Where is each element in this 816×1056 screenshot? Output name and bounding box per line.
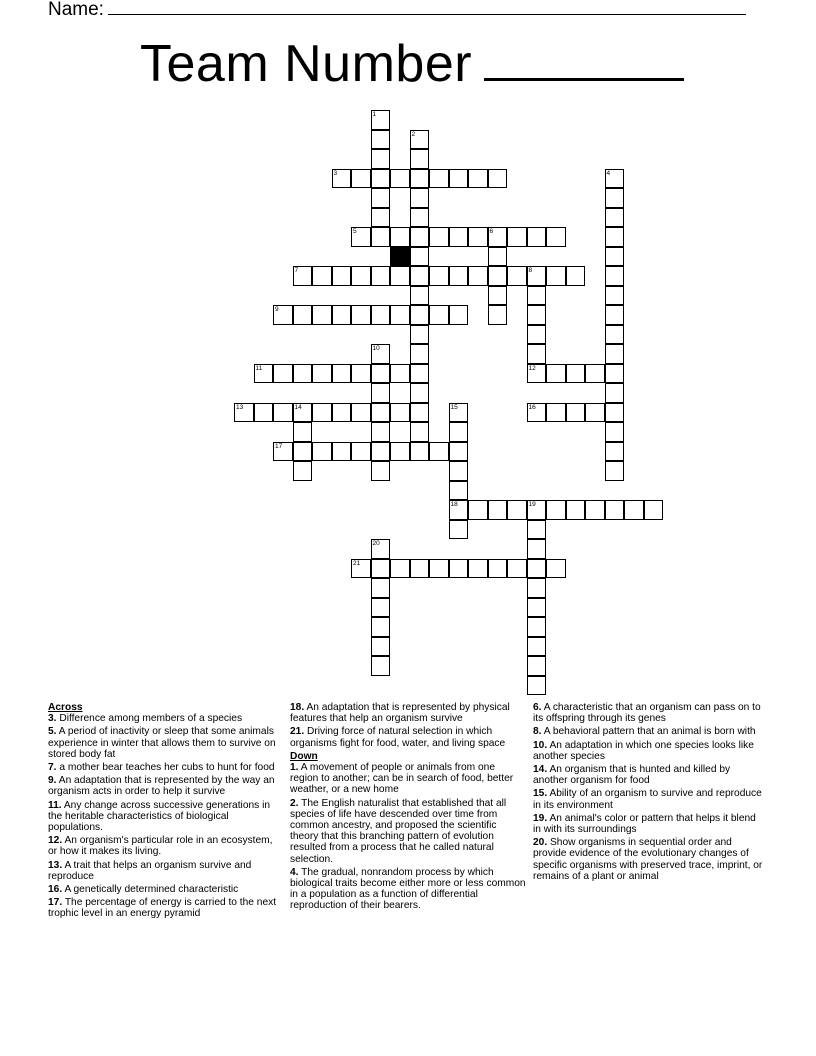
grid-cell[interactable] [527,637,547,657]
grid-cell[interactable] [410,130,430,150]
grid-cell[interactable] [410,286,430,306]
grid-cell[interactable] [351,403,371,423]
clue-number: 20 [372,540,380,547]
grid-cell[interactable] [371,208,391,228]
clue-number: 14 [294,403,302,411]
grid-cell[interactable] [605,286,625,306]
grid-cell[interactable] [371,422,391,442]
grid-cell[interactable] [527,539,547,559]
down-clue [533,726,765,737]
clue-number-label: 16. [48,884,63,896]
grid-cell[interactable] [371,188,391,208]
clue-text: The gradual, nonrandom process by which biological traits become either more or less common in a population as a function of differential reproduction of their bearers. [290,866,526,912]
across-clue [48,897,280,919]
grid-cell[interactable] [351,442,371,462]
grid-cell[interactable] [527,364,547,384]
grid-cell[interactable] [332,364,352,384]
clue-number-label: 4. [290,866,299,878]
across-clue [48,860,280,882]
clue-number: 10 [372,345,380,352]
grid-cell[interactable] [488,169,508,189]
clue-text: A movement of people or animals from one region to another; can be in search of food, better weather, or a new home [290,762,514,796]
grid-cell[interactable] [605,227,625,247]
grid-cell[interactable] [546,266,566,286]
grid-cell[interactable] [449,500,469,520]
across-clue [48,884,280,895]
grid-cell[interactable] [410,149,430,169]
grid-cell[interactable] [410,559,430,579]
clue-number-label: 17. [48,897,63,909]
grid-cell[interactable] [332,305,352,325]
across-clue [290,726,526,748]
clue-number: 12 [528,364,536,372]
grid-cell[interactable] [605,325,625,345]
down-clue [533,764,765,786]
grid-cell[interactable] [605,442,625,462]
clue-column-2 [290,702,526,914]
clue-number-label: 5. [48,726,57,738]
down-clue-list [290,762,526,912]
down-clue [533,813,765,835]
across-clue [290,702,526,724]
clue-number: 6 [489,228,494,235]
grid-cell[interactable] [527,227,547,247]
grid-cell[interactable] [605,188,625,208]
clue-number-label: 14. [533,764,548,776]
grid-cell[interactable] [371,110,391,130]
team-number-label: Team Number [140,35,473,93]
grid-cell[interactable] [371,617,391,637]
clue-text: An animal's color or pattern that helps it blend in with its surroundings [533,812,756,836]
grid-cell[interactable] [351,227,371,247]
clue-number-label: 1. [290,762,299,774]
grid-cell[interactable] [429,266,449,286]
grid-cell[interactable] [449,266,469,286]
clue-number-label: 9. [48,775,57,787]
grid-cell[interactable] [605,422,625,442]
grid-cell[interactable] [527,500,547,520]
clue-number: 16 [528,403,536,411]
clue-number-label: 7. [48,762,57,774]
grid-cell[interactable] [605,461,625,481]
grid-cell[interactable] [390,364,410,384]
grid-cell[interactable] [390,169,410,189]
grid-cell[interactable] [605,344,625,364]
grid-cell[interactable] [254,403,274,423]
clue-text: A characteristic that an organism can pass on to its offspring through its genes [533,702,761,725]
clue-text: The percentage of energy is carried to the next trophic level in an energy pyramid [48,897,277,920]
across-clue [48,800,280,834]
grid-cell[interactable] [429,442,449,462]
down-clue [533,702,765,724]
grid-cell[interactable] [585,403,605,423]
clue-number: 5 [353,228,357,235]
clue-text: An organism that is hunted and killed by another organism for food [533,764,731,787]
grid-cell[interactable] [371,403,391,423]
clue-text: An organism's particular role in an ecosystem, or how it makes its living. [48,835,273,858]
clue-column-1 [48,702,280,922]
grid-cell[interactable] [507,266,527,286]
grid-cell[interactable] [566,500,586,520]
grid-cell[interactable] [371,130,391,150]
grid-cell[interactable] [312,442,332,462]
grid-cell[interactable] [371,461,391,481]
grid-cell[interactable] [371,383,391,403]
grid-cell[interactable] [332,403,352,423]
clue-text: Driving force of natural selection in which organisms fight for food, water, and living space [290,726,506,749]
clue-number: 1 [372,111,377,118]
grid-cell[interactable] [410,422,430,442]
grid-cell[interactable] [293,364,313,384]
grid-cell[interactable] [273,364,293,384]
grid-cell[interactable] [293,266,313,286]
clue-number-label: 2. [290,797,299,809]
across-clue [48,835,280,857]
grid-cell[interactable] [527,676,547,696]
grid-cell[interactable] [585,364,605,384]
clue-number: 18 [450,501,458,508]
clue-number: 21 [353,559,361,567]
grid-cell[interactable] [527,617,547,637]
grid-cell[interactable] [312,403,332,423]
across-clue [48,775,280,797]
clue-number: 9 [275,306,279,313]
grid-cell[interactable] [546,500,566,520]
grid-cell[interactable] [371,149,391,169]
grid-cell[interactable] [371,305,391,325]
grid-cell[interactable] [390,559,410,579]
grid-cell[interactable] [371,344,391,364]
clue-number: 8 [528,267,533,274]
grid-cell[interactable] [234,403,254,423]
grid-cell[interactable] [371,539,391,559]
across-clue-list-continued [290,702,526,749]
down-clue-list-continued [533,702,765,882]
clue-number-label: 15. [533,788,548,800]
grid-cell[interactable] [644,500,664,520]
grid-cell[interactable] [410,188,430,208]
grid-cell[interactable] [546,403,566,423]
grid-cell[interactable] [429,227,449,247]
grid-cell[interactable] [371,169,391,189]
clue-number-label: 8. [533,726,542,738]
grid-cell[interactable] [293,442,313,462]
grid-cell[interactable] [351,266,371,286]
grid-cell[interactable] [371,559,391,579]
grid-cell[interactable] [605,266,625,286]
grid-cell[interactable] [410,383,430,403]
grid-cell[interactable] [566,403,586,423]
grid-cell[interactable] [449,305,469,325]
across-heading: Across [48,702,83,713]
grid-cell[interactable] [410,227,430,247]
clue-text: An adaptation that is represented by physical features that help an organism survive [290,702,510,725]
grid-cell[interactable] [410,305,430,325]
grid-cell[interactable] [410,247,430,267]
grid-cell[interactable] [273,442,293,462]
grid-cell[interactable] [449,169,469,189]
clue-column-3 [533,702,765,884]
grid-cell[interactable] [273,305,293,325]
grid-cell[interactable] [390,403,410,423]
grid-cell[interactable] [605,500,625,520]
across-clue [48,713,280,724]
clue-number-label: 20. [533,837,548,849]
grid-cell[interactable] [312,364,332,384]
blocked-cell [390,247,410,267]
grid-cell[interactable] [293,422,313,442]
grid-cell[interactable] [273,403,293,423]
grid-cell[interactable] [351,305,371,325]
across-clue [48,762,280,773]
grid-cell[interactable] [410,169,430,189]
grid-cell[interactable] [527,578,547,598]
clue-text: A genetically determined characteristic [62,884,239,896]
down-clue [533,837,765,882]
grid-cell[interactable] [507,227,527,247]
grid-cell[interactable] [507,559,527,579]
grid-cell[interactable] [449,559,469,579]
grid-cell[interactable] [527,344,547,364]
grid-cell[interactable] [449,403,469,423]
grid-cell[interactable] [488,227,508,247]
clue-number: 4 [606,169,611,177]
clue-text: Show organisms in sequential order and provide evidence of the evolutionary changes of specific organisms with preserved trace, imprint, or remains of a plant or animal [533,837,763,882]
clue-number-label: 21. [290,726,305,738]
clue-number: 13 [236,403,244,411]
name-label: Name: [48,0,104,20]
clue-text: a mother bear teaches her cubs to hunt for food [56,762,275,774]
grid-cell[interactable] [527,305,547,325]
grid-cell[interactable] [527,286,547,306]
grid-cell[interactable] [527,656,547,676]
grid-cell[interactable] [410,208,430,228]
grid-cell[interactable] [429,169,449,189]
clue-text: Any change across successive generations in the heritable characteristics of biological populations. [48,799,271,834]
grid-cell[interactable] [605,364,625,384]
grid-cell[interactable] [488,247,508,267]
down-heading: Down [290,750,318,762]
grid-cell[interactable] [527,520,547,540]
grid-cell[interactable] [293,461,313,481]
down-clue [290,867,526,912]
clue-text: Difference among members of a species [56,713,243,725]
grid-cell[interactable] [624,500,644,520]
clue-number-label: 12. [48,835,63,847]
grid-cell[interactable] [410,344,430,364]
across-clue [48,726,280,760]
grid-cell[interactable] [449,422,469,442]
grid-cell[interactable] [605,247,625,267]
grid-cell[interactable] [390,266,410,286]
grid-cell[interactable] [332,266,352,286]
grid-cell[interactable] [371,637,391,657]
grid-cell[interactable] [605,169,625,189]
grid-cell[interactable] [488,559,508,579]
grid-cell[interactable] [449,442,469,462]
grid-cell[interactable] [371,442,391,462]
grid-cell[interactable] [468,169,488,189]
grid-cell[interactable] [429,559,449,579]
grid-cell[interactable] [351,559,371,579]
grid-cell[interactable] [410,325,430,345]
grid-cell[interactable] [371,266,391,286]
grid-cell[interactable] [605,208,625,228]
grid-cell[interactable] [254,364,274,384]
clue-text: A behavioral pattern that an animal is born with [541,726,756,738]
clue-number: 15 [450,403,458,411]
grid-cell[interactable] [468,500,488,520]
grid-cell[interactable] [546,364,566,384]
clue-text: The English naturalist that established that all species of life have descended over time from common ancestry, and proposed the scientific theory that this branching pattern of evolution resulted from a process that he called natural selection. [290,797,507,865]
grid-cell[interactable] [488,500,508,520]
grid-cell[interactable] [410,266,430,286]
grid-cell[interactable] [566,266,586,286]
grid-cell[interactable] [605,305,625,325]
down-clue [290,798,526,865]
down-clue [533,788,765,810]
clue-number-label: 13. [48,859,63,871]
clue-number-label: 19. [533,812,548,824]
grid-cell[interactable] [371,598,391,618]
grid-cell[interactable] [585,500,605,520]
clue-number: 2 [411,130,416,138]
grid-cell[interactable] [527,403,547,423]
clue-number-label: 18. [290,702,305,713]
grid-cell[interactable] [527,559,547,579]
grid-cell[interactable] [449,461,469,481]
grid-cell[interactable] [449,227,469,247]
grid-cell[interactable] [488,286,508,306]
grid-cell[interactable] [468,227,488,247]
clue-text: An adaptation in which one species looks like another species [533,739,754,762]
grid-cell[interactable] [527,266,547,286]
grid-cell[interactable] [332,169,352,189]
grid-cell[interactable] [390,227,410,247]
grid-cell[interactable] [293,403,313,423]
clue-number-label: 6. [533,702,542,713]
grid-cell[interactable] [546,227,566,247]
grid-cell[interactable] [468,266,488,286]
grid-cell[interactable] [390,305,410,325]
clue-number: 3 [333,169,338,177]
down-clue [290,762,526,796]
grid-cell[interactable] [488,266,508,286]
grid-cell[interactable] [527,598,547,618]
grid-cell[interactable] [351,364,371,384]
grid-cell[interactable] [449,520,469,540]
grid-cell[interactable] [449,481,469,501]
grid-cell[interactable] [371,578,391,598]
clue-number-label: 10. [533,739,548,751]
grid-cell[interactable] [546,559,566,579]
grid-cell[interactable] [332,442,352,462]
clue-number: 17 [275,442,283,450]
clue-number-label: 11. [48,799,62,811]
grid-cell[interactable] [390,442,410,462]
grid-cell[interactable] [410,364,430,384]
clue-number: 7 [294,267,299,274]
grid-cell[interactable] [371,656,391,676]
grid-cell[interactable] [605,383,625,403]
grid-cell[interactable] [410,442,430,462]
grid-cell[interactable] [410,403,430,423]
clue-text: A period of inactivity or sleep that some animals experience in winter that allows them to survive on stored body fat [48,726,276,760]
grid-cell[interactable] [371,227,391,247]
grid-cell[interactable] [371,364,391,384]
across-clue-list [48,713,280,919]
clue-text: An adaptation that is represented by the way an organism acts in order to help it survive [48,775,275,798]
grid-cell[interactable] [605,403,625,423]
grid-cell[interactable] [351,169,371,189]
grid-cell[interactable] [488,305,508,325]
grid-cell[interactable] [507,500,527,520]
clue-text: A trait that helps an organism survive and reproduce [48,859,252,882]
grid-cell[interactable] [312,266,332,286]
grid-cell[interactable] [566,364,586,384]
grid-cell[interactable] [527,325,547,345]
clue-number: 19 [528,501,536,508]
grid-cell[interactable] [312,305,332,325]
down-clue [533,740,765,762]
grid-cell[interactable] [429,305,449,325]
grid-cell[interactable] [293,305,313,325]
grid-cell[interactable] [468,559,488,579]
clue-number-label: 3. [48,713,57,725]
clue-number: 11 [255,364,263,372]
clue-text: Ability of an organism to survive and reproduce in its environment [533,788,762,811]
